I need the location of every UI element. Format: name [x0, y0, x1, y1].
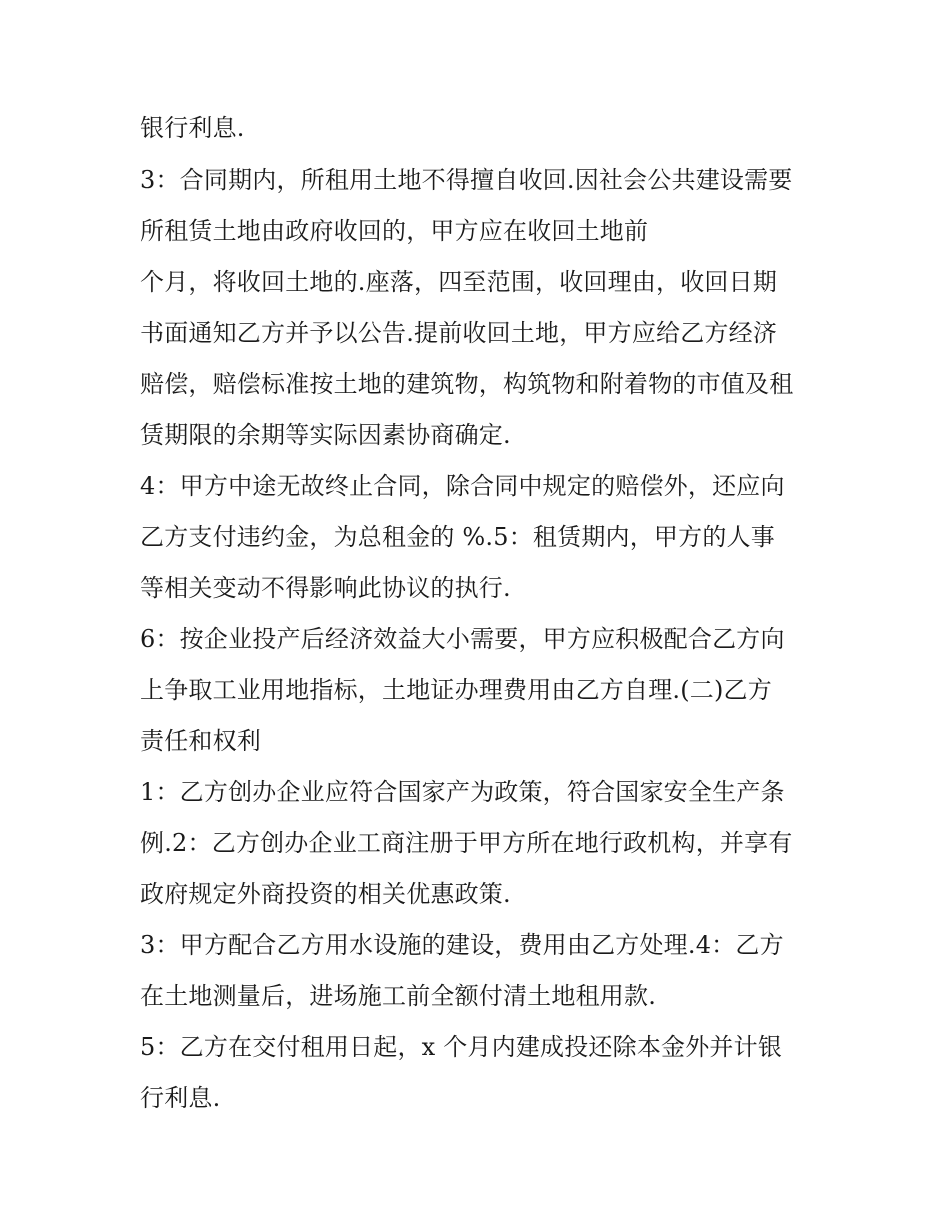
text-line: 赁期限的余期等实际因素协商确定.: [140, 421, 511, 449]
text-line: 行利息.: [140, 1084, 221, 1112]
text-line: 5：乙方在交付租用日起，x 个月内建成投还除本金外并计银: [140, 1033, 783, 1061]
text-line: 3：甲方配合乙方用水设施的建设，费用由乙方处理.4：乙方: [140, 931, 784, 959]
text-line: 在土地测量后，进场施工前全额付清土地租用款.: [140, 982, 657, 1010]
text-line: 乙方支付违约金，为总租金的 %.5：租赁期内，甲方的人事: [140, 523, 775, 551]
text-line: 1：乙方创办企业应符合国家产为政策，符合国家安全生产条: [140, 778, 785, 806]
text-line: 责任和权利: [140, 727, 261, 755]
text-line: 赔偿，赔偿标准按土地的建筑物，构筑物和附着物的市值及租: [140, 370, 794, 398]
text-line: 所租赁土地由政府收回的，甲方应在收回土地前: [140, 217, 649, 245]
text-line: 上争取工业用地指标，土地证办理费用由乙方自理.(二)乙方: [140, 676, 772, 704]
text-line: 4：甲方中途无故终止合同，除合同中规定的赔偿外，还应向: [140, 472, 785, 500]
text-line: 等相关变动不得影响此协议的执行.: [140, 574, 511, 602]
text-line: 书面通知乙方并予以公告.提前收回土地，甲方应给乙方经济: [140, 319, 778, 347]
text-line: 3：合同期内，所租用土地不得擅自收回.因社会公共建设需要: [140, 166, 793, 194]
text-line: 例.2：乙方创办企业工商注册于甲方所在地行政机构，并享有: [140, 829, 793, 857]
text-line: 个月，将收回土地的.座落，四至范围，收回理由，收回日期: [140, 268, 778, 296]
text-line: 6：按企业投产后经济效益大小需要，甲方应积极配合乙方向: [140, 625, 785, 653]
text-line: 银行利息.: [140, 114, 245, 142]
text-line: 政府规定外商投资的相关优惠政策.: [140, 880, 511, 908]
